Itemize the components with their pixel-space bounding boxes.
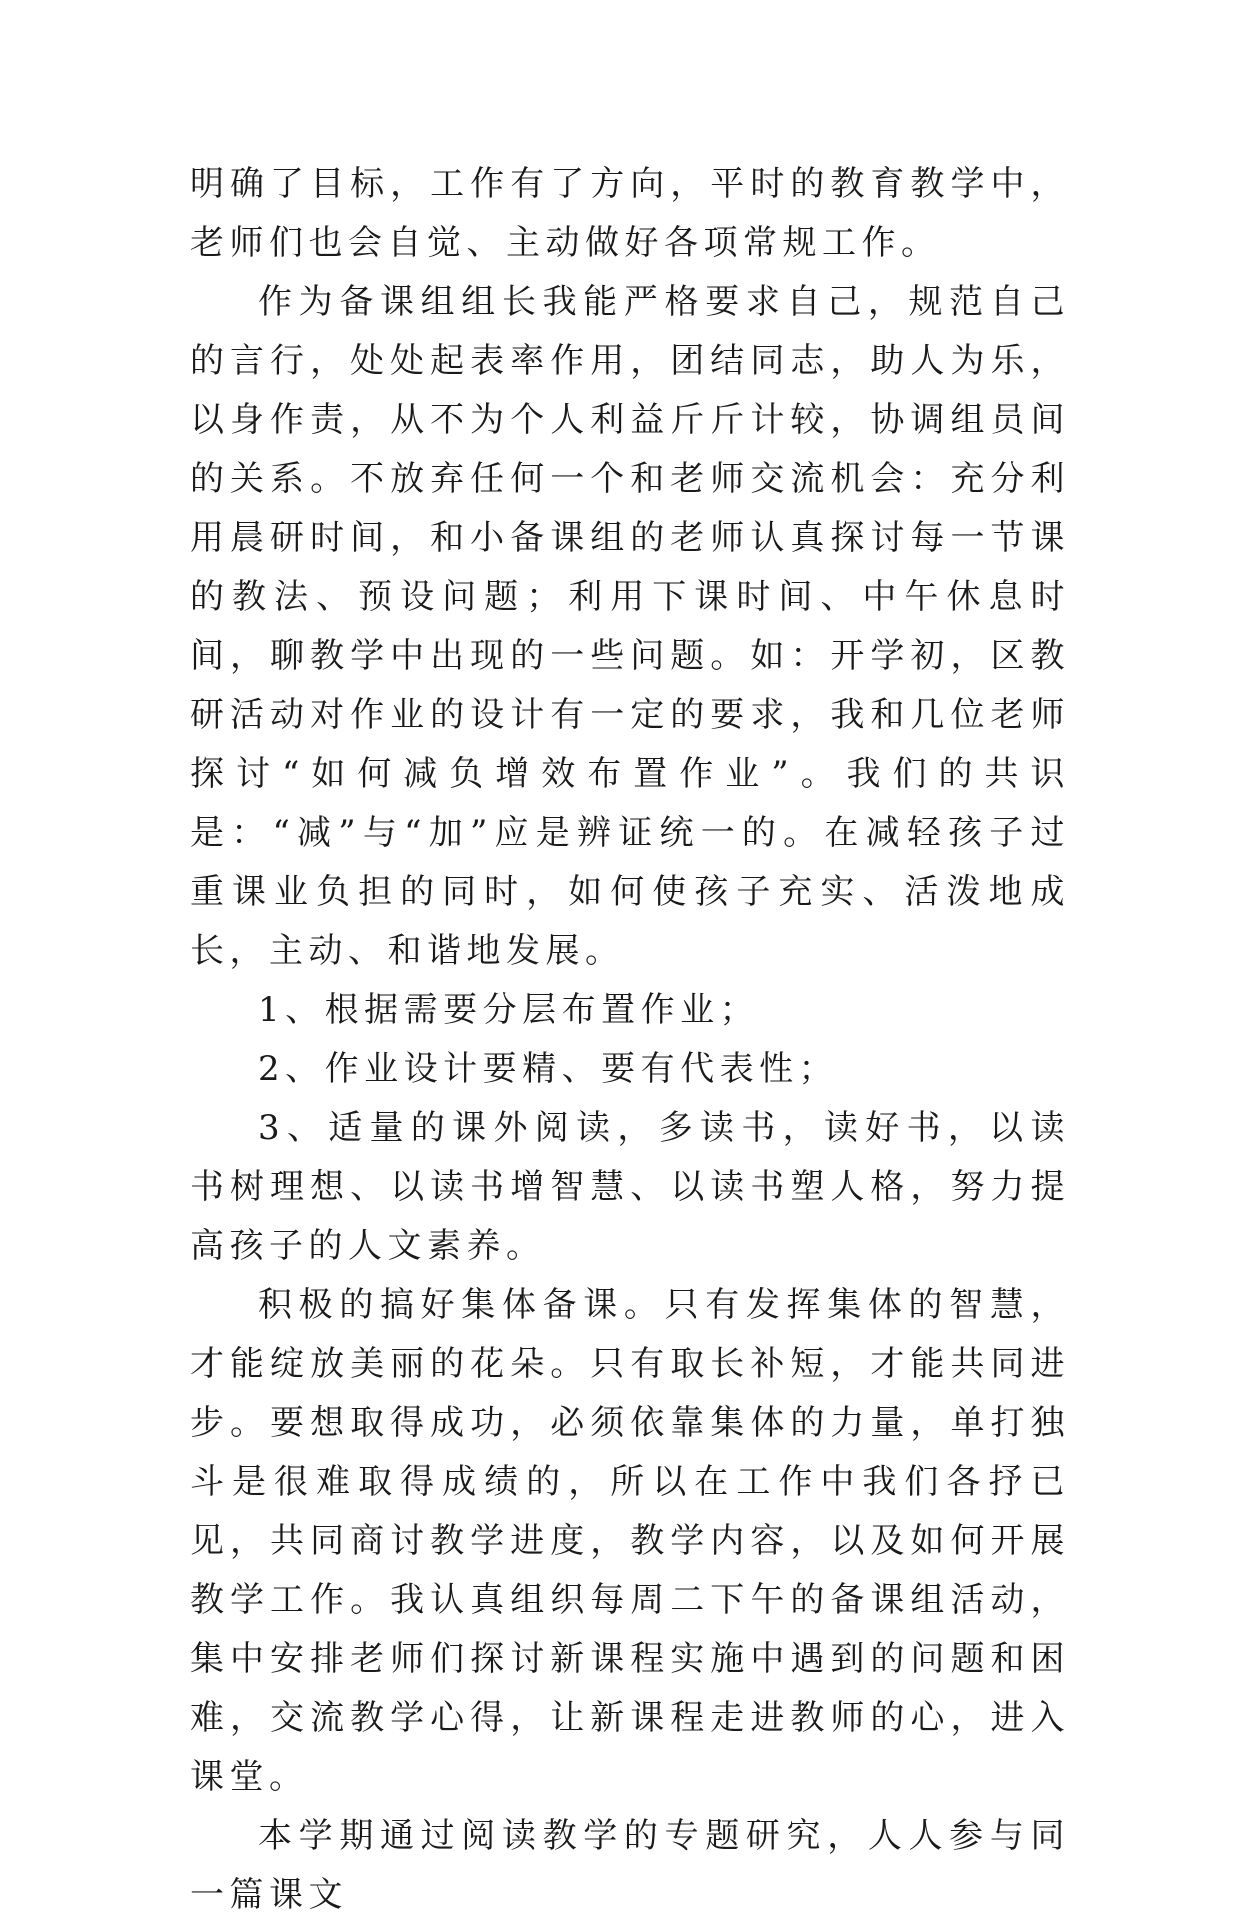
list-item-2: 2、作业设计要精、要有代表性； (258, 1049, 839, 1089)
list-item-1: 1、根据需要分层布置作业； (258, 990, 760, 1030)
document-body (190, 155, 1070, 1925)
list-item-3: 3、适量的课外阅读，多读书，读好书，以读书树理想、以读书增智慧、以读书塑人格，努力提高孩子的人文素养。 (190, 1108, 1070, 1266)
paragraph-semester-research: 本学期通过阅读教学的专题研究，人人参与同一篇课文 (190, 1816, 1070, 1915)
paragraph-collective-planning: 积极的搞好集体备课。只有发挥集体的智慧，才能绽放美丽的花朵。只有取长补短，才能共同进步。要想取得成功，必须依靠集体的力量，单打独斗是很难取得成绩的，所以在工作中我们各抒已见，共同商讨教学进度，教学内容，以及如何开展教学工作。我认真组织每周二下午的备课组活动，集中安排老师们探讨新课程实施中遇到的问题和困难，交流教学心得，让新课程走进教师的心，进入课堂。 (190, 1285, 1070, 1797)
paragraph-continuation: 明确了目标，工作有了方向，平时的教育教学中，老师们也会自觉、主动做好各项常规工作。 (190, 164, 1070, 263)
paragraph-group-leader: 作为备课组组长我能严格要求自己，规范自己的言行，处处起表率作用，团结同志，助人为乐，以身作责，从不为个人利益斤斤计较，协调组员间的关系。不放弃任何一个和老师交流机会：充分利用晨研时间，和小备课组的老师认真探讨每一节课的教法、预设问题；利用下课时间、中午休息时间，聊教学中出现的一些问题。如：开学初，区教研活动对作业的设计有一定的要求，我和几位老师探讨“如何减负增效布置作业”。我们的共识是：“减”与“加”应是辨证统一的。在减轻孩子过重课业负担的同时，如何使孩子充实、活泼地成长，主动、和谐地发展。 (190, 282, 1070, 971)
